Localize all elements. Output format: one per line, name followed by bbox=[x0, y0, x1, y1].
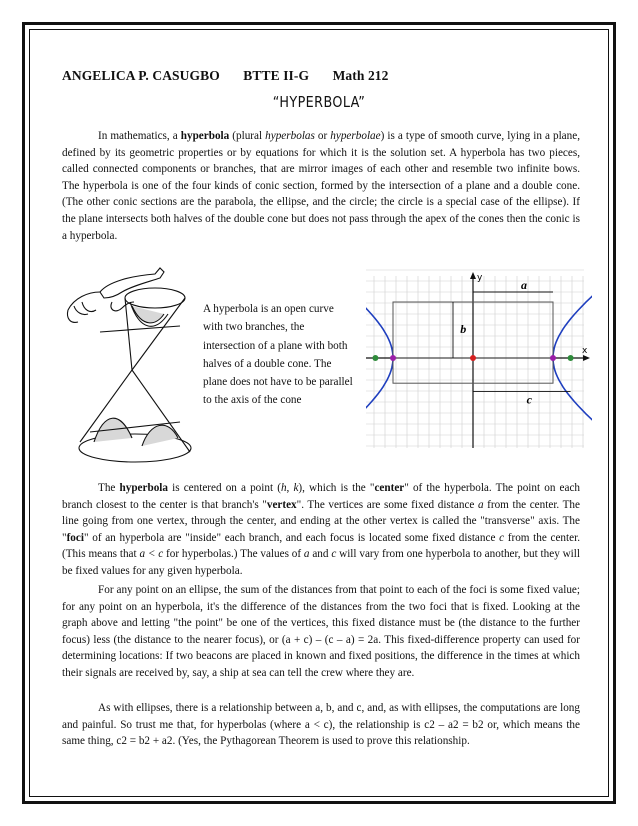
a-label: a bbox=[521, 278, 527, 292]
foci-property-paragraph: For any point on an ellipse, the sum of the distances from that point to each of the foci is some fixed value; for any point on an hyperbola, it's the difference of the distances from the two foci that is fixed. Looking at the graph above and letting "the point" be one of the vertices, this fixed distance must be (the distance to the further focus) less (the distance to the nearer focus), or (a + c) – (c – a) = 2a. This fixed-difference property can used for determining locations: If two beacons are placed in known and fixed positions, the difference in the times at which their signals are received by, say, a ship at sea can tell the crew where they are. bbox=[62, 584, 580, 679]
y-axis-label: y bbox=[477, 273, 483, 283]
focus-left-point bbox=[372, 355, 378, 361]
y-axis-arrow-icon bbox=[470, 272, 476, 279]
page-title: “HYPERBOLA” bbox=[272, 93, 366, 111]
center-vertex-paragraph: The hyperbola is centered on a point (h, k), which is the "center" of the hyperbola. The point on each branch closest to the center is that branch's "vertex". The vertices are some fixed distance a from the center. The line going from one vertex, through the center, and ending at the other vertex is called the "transverse" axis. The "foci" of an hyperbola are "inside" each branch, and each focus is located some fixed distance c from the center. (This means that a < c for hyperbolas.) The values of a and c will vary from one hyperbola to another, but they will be fixed values for any given hyperbola. bbox=[62, 482, 581, 577]
x-axis-label: x bbox=[582, 346, 588, 356]
c-label: c bbox=[526, 392, 533, 407]
focus-right-point bbox=[568, 355, 574, 361]
double-cone-illustration bbox=[60, 262, 205, 467]
abc-relationship-paragraph: As with ellipses, there is a relationship between a, b, and c, and, as with ellipses, the computations are long and painful. So trust me that, for hyperbolas (where a < c), the relationship is c2 – a2 = b2 or, which means the same thing, c2 = b2 + a2. (Yes, the Pythagorean Theorem is used to prove this relationship. bbox=[62, 702, 580, 748]
document-header bbox=[62, 68, 409, 84]
vertex-left-point bbox=[390, 355, 396, 361]
b-label: b bbox=[460, 321, 467, 336]
vertex-right-point bbox=[550, 355, 556, 361]
subject-label: Math 212 bbox=[332, 68, 389, 83]
center-point bbox=[470, 355, 476, 361]
hyperbola-graph bbox=[366, 268, 592, 448]
intro-paragraph: In mathematics, a hyperbola (plural hyperbolas or hyperbolae) is a type of smooth curve, lying in a plane, defined by its geometric properties or by equations for which it is the solution set. A hyperbola has two pieces, called connected components or branches, that are mirror images of each other and resemble two infinite bows. The hyperbola is one of the four kinds of conic section, formed by the intersection of a plane and a double cone. (The other conic sections are the parabola, the ellipse, and the circle; the circle is a special case of the ellipse). If the plane intersects both halves of the double cone but does not pass through the apex of the cones then the conic is a hyperbola. bbox=[62, 130, 581, 242]
figure-caption: A hyperbola is an open curve with two branches, the intersection of a plane with both halves of a double cone. The plane does not have to be parallel to the axis of the cone bbox=[203, 303, 353, 407]
author-name: ANGELICA P. CASUGBO bbox=[62, 68, 220, 83]
section-label: BTTE II-G bbox=[243, 68, 310, 83]
